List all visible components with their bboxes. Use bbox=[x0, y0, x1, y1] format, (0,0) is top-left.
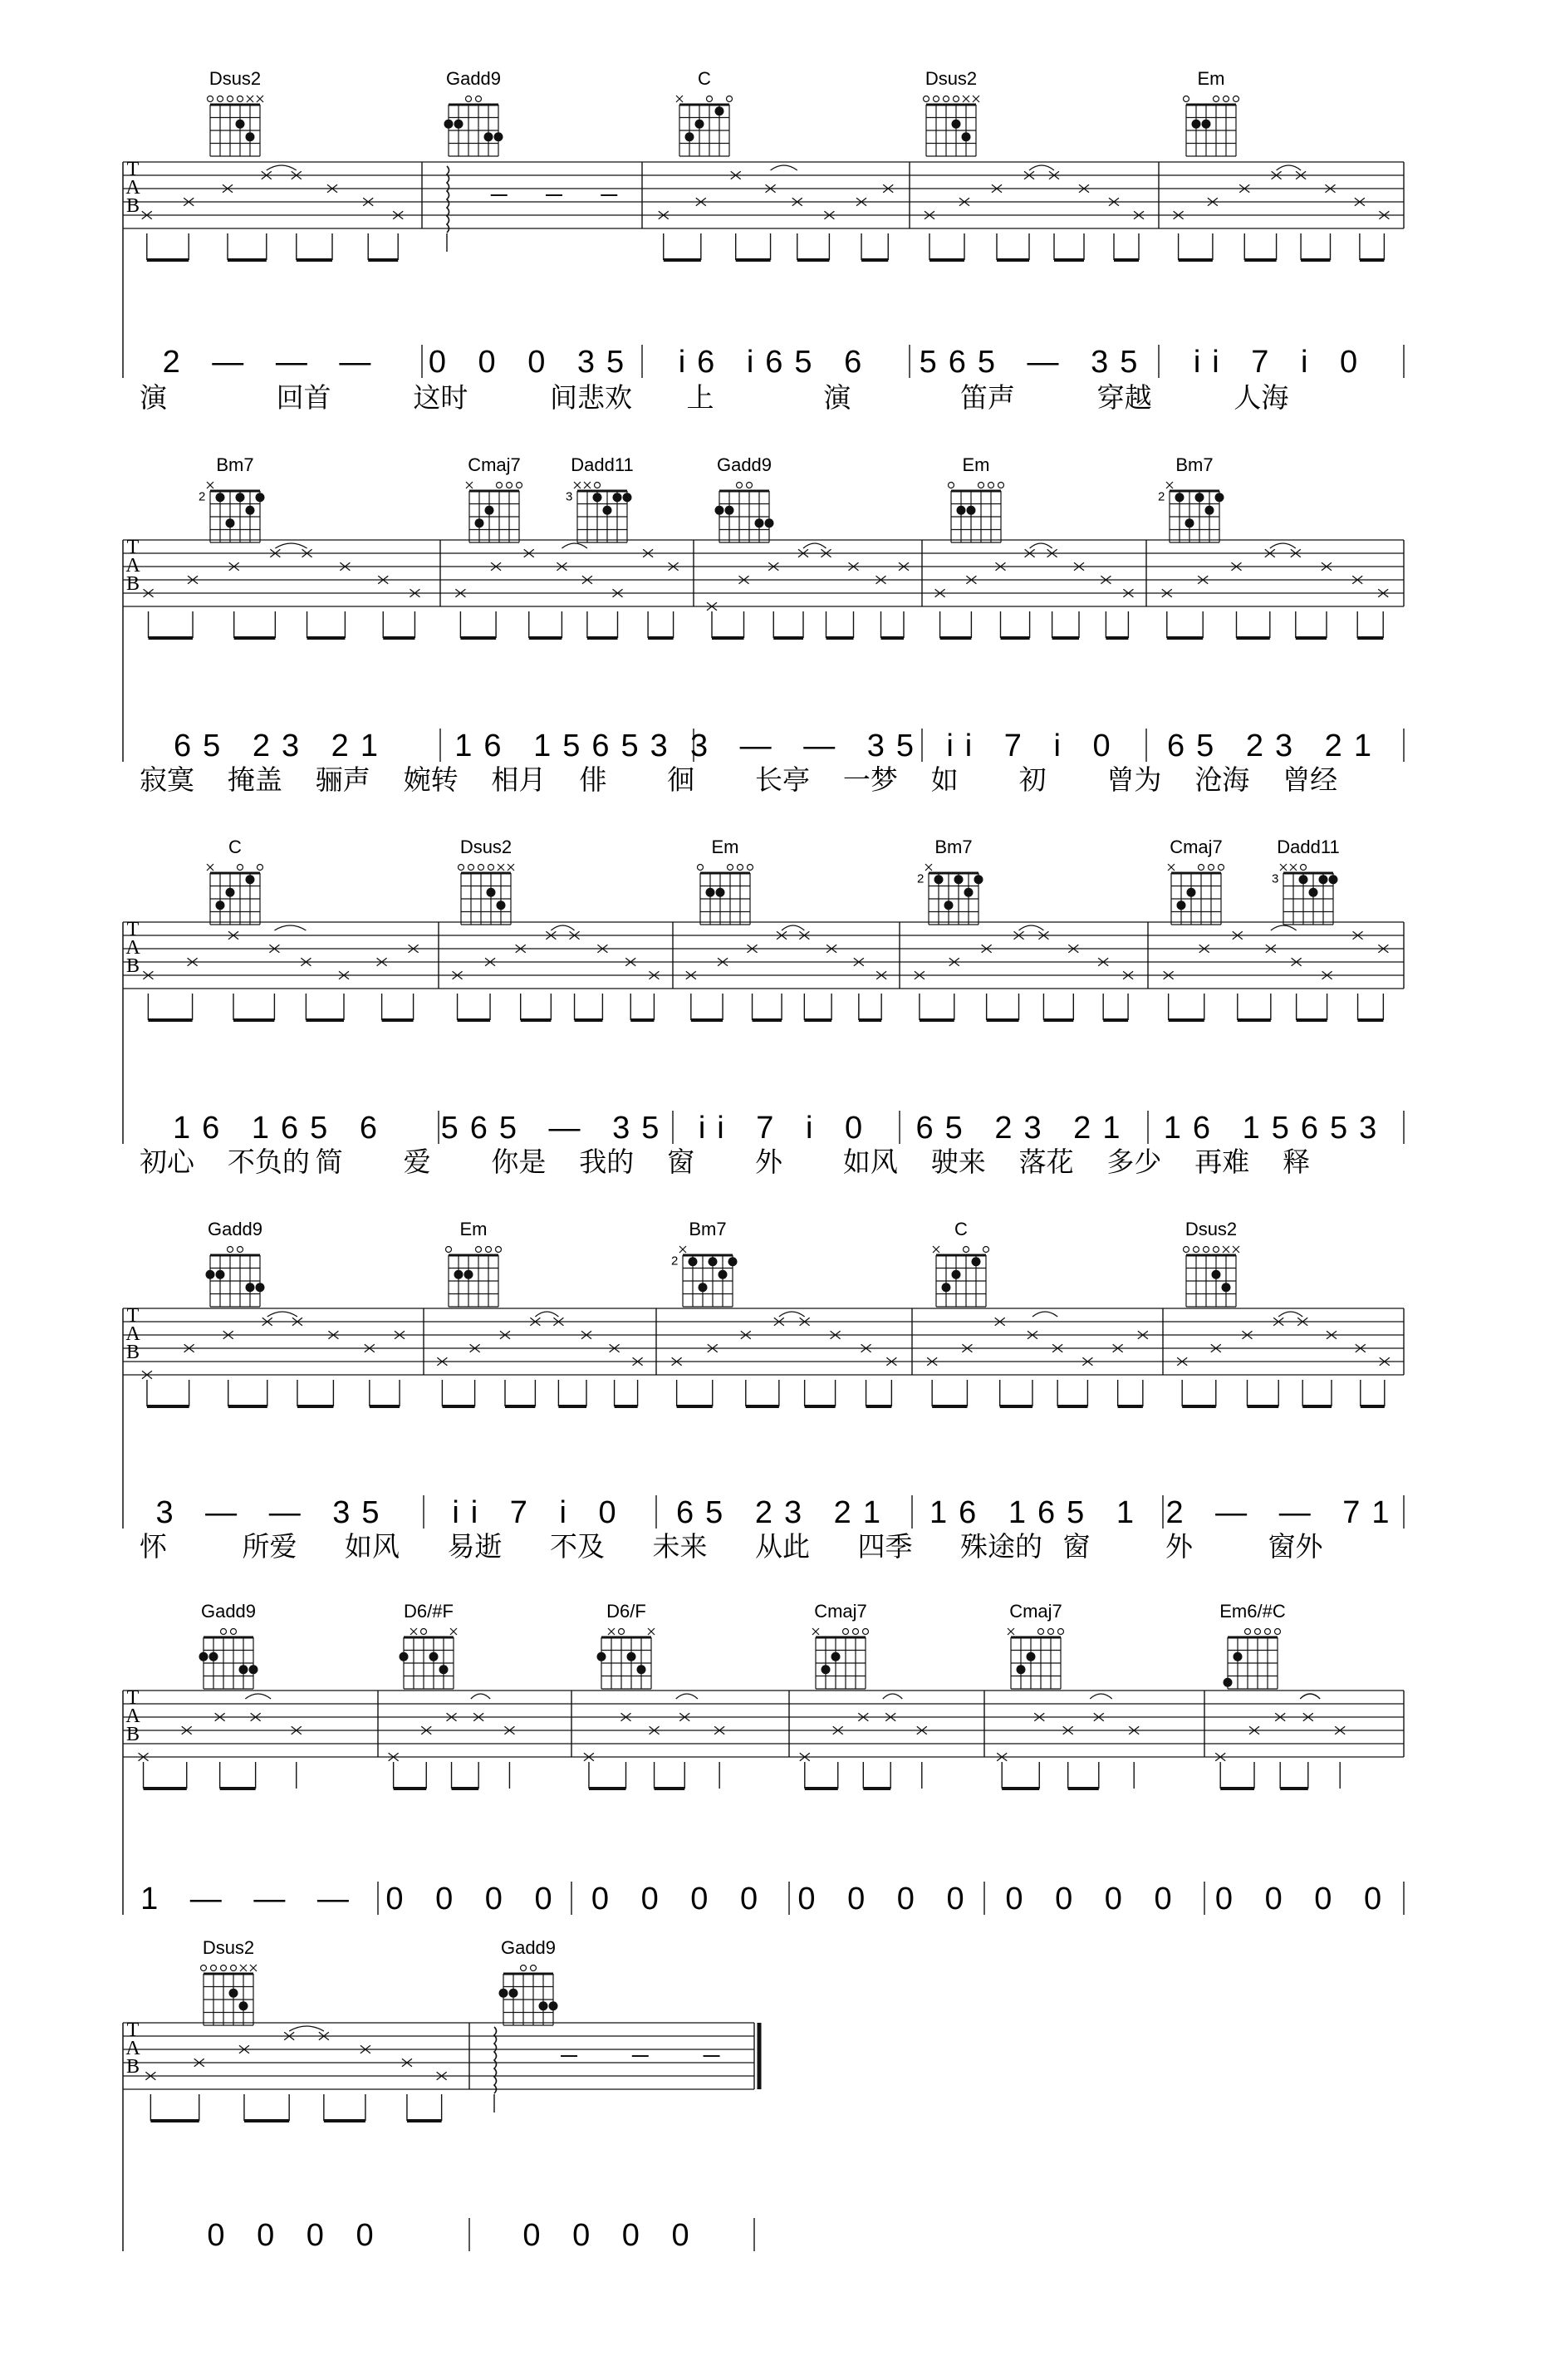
lyric-word: 怀 bbox=[140, 1530, 167, 1563]
lyric-word: 这时 bbox=[413, 381, 468, 414]
lyric-word: 四季 bbox=[857, 1530, 913, 1563]
lyric-word: 穿越 bbox=[1096, 381, 1152, 414]
lyric-word: 间悲欢 bbox=[550, 381, 632, 414]
lyric-word: 窗外 bbox=[1268, 1530, 1323, 1563]
finger-dot bbox=[454, 1270, 464, 1279]
tab-clef-letter: A bbox=[125, 555, 140, 577]
finger-dot bbox=[597, 1652, 606, 1661]
finger-dot bbox=[1299, 875, 1308, 884]
numbered-notes: 1 — — — bbox=[140, 1882, 360, 1916]
chord-name: Em6/#C bbox=[1219, 1601, 1286, 1622]
lyric-word: 不及 bbox=[550, 1530, 605, 1563]
finger-dot bbox=[1212, 1270, 1221, 1279]
numbered-notes: 0 0 0 0 bbox=[797, 1882, 976, 1916]
chord-name: Bm7 bbox=[934, 837, 973, 857]
finger-dot bbox=[1319, 875, 1328, 884]
finger-dot bbox=[509, 1989, 518, 1998]
tab-clef-letter: A bbox=[125, 937, 140, 959]
tab-clef-letter: T bbox=[126, 919, 140, 940]
numbered-notes: 0 0 0 0 bbox=[1005, 1882, 1184, 1916]
tab-clef-letter: B bbox=[125, 195, 140, 217]
numbered-notes: 16 165 1 bbox=[929, 1495, 1145, 1530]
lyric-word: 如 bbox=[930, 763, 959, 796]
finger-dot bbox=[400, 1652, 409, 1661]
lyric-word: 我的 bbox=[579, 1146, 635, 1178]
lyric-word: 曾为 bbox=[1106, 763, 1162, 796]
finger-dot bbox=[1202, 120, 1211, 129]
finger-dot bbox=[755, 518, 764, 528]
finger-dot bbox=[967, 506, 976, 515]
lyric-word: 如风 bbox=[345, 1530, 400, 1563]
lyric-word: 如风 bbox=[842, 1146, 898, 1178]
lyric-word: 外 bbox=[755, 1146, 782, 1178]
finger-dot bbox=[623, 493, 632, 502]
finger-dot bbox=[1215, 493, 1224, 502]
numbered-notes: 2 — — — bbox=[162, 345, 383, 380]
lyric-word: 所爱 bbox=[242, 1530, 297, 1563]
lyric-word: 笛声 bbox=[960, 381, 1015, 414]
numbered-notes: 2 — — 71 bbox=[1165, 1495, 1401, 1530]
lyric-word: 初 bbox=[1018, 763, 1047, 796]
lyric-word: 掩盖 bbox=[227, 763, 282, 796]
lyric-word: 落花 bbox=[1018, 1146, 1074, 1178]
chord-name: Dsus2 bbox=[925, 68, 978, 89]
finger-dot bbox=[539, 2001, 548, 2010]
lyric-word: 演 bbox=[823, 381, 851, 414]
finger-dot bbox=[494, 132, 503, 141]
finger-dot bbox=[962, 132, 971, 141]
chord-name: Bm7 bbox=[1175, 454, 1214, 475]
numbered-notes: ii 7 i 0 bbox=[452, 1495, 628, 1530]
numbered-notes: 3 — — 35 bbox=[689, 729, 926, 763]
finger-dot bbox=[831, 1652, 841, 1661]
tab-clef-letter: T bbox=[126, 1305, 140, 1327]
chord-name: Dsus2 bbox=[1184, 1219, 1238, 1239]
chord-name: Cmaj7 bbox=[814, 1601, 867, 1622]
finger-dot bbox=[716, 888, 725, 897]
tab-clef-letter: B bbox=[125, 1342, 140, 1363]
finger-dot bbox=[689, 1257, 698, 1266]
finger-dot bbox=[216, 900, 225, 910]
lyric-word: 沧海 bbox=[1194, 763, 1250, 796]
finger-dot bbox=[249, 1665, 258, 1674]
lyric-word: 外 bbox=[1165, 1530, 1193, 1563]
finger-dot bbox=[226, 518, 235, 528]
lyric-word: 骊声 bbox=[315, 763, 370, 796]
lyric-word: 你是 bbox=[491, 1146, 547, 1178]
finger-dot bbox=[715, 106, 724, 115]
chord-name: D6/#F bbox=[404, 1601, 454, 1622]
lyric-word: 殊途的 bbox=[960, 1530, 1042, 1563]
finger-dot bbox=[206, 1270, 215, 1279]
finger-dot bbox=[484, 132, 493, 141]
numbered-notes: 16 15653 bbox=[1163, 1111, 1389, 1146]
finger-dot bbox=[944, 900, 954, 910]
chord-name: Cmaj7 bbox=[1009, 1601, 1062, 1622]
numbered-notes: 0 0 0 0 bbox=[591, 1882, 770, 1916]
lyric-word: 驶来 bbox=[930, 1146, 986, 1178]
lyric-word: 简 bbox=[315, 1146, 343, 1178]
finger-dot bbox=[209, 1652, 218, 1661]
finger-dot bbox=[246, 506, 255, 515]
lyric-word: 多少 bbox=[1106, 1146, 1162, 1178]
finger-dot bbox=[464, 1270, 473, 1279]
finger-dot bbox=[613, 493, 622, 502]
lyric-word: 回首 bbox=[276, 381, 331, 414]
numbered-notes: ii 7 i 0 bbox=[698, 1111, 875, 1146]
chord-name: Cmaj7 bbox=[468, 454, 521, 475]
finger-dot bbox=[957, 506, 966, 515]
lyric-word: 寂寞 bbox=[140, 763, 194, 796]
chord-name: Bm7 bbox=[689, 1219, 727, 1239]
numbered-notes: 65 23 21 bbox=[174, 729, 390, 763]
finger-dot bbox=[429, 1652, 439, 1661]
numbered-notes: 16 165 6 bbox=[173, 1111, 389, 1146]
finger-dot bbox=[1192, 120, 1201, 129]
lyric-word: 窗 bbox=[667, 1146, 695, 1178]
numbered-notes: 565 — 35 bbox=[919, 345, 1150, 380]
tab-clef-letter: B bbox=[125, 1724, 140, 1745]
lyric-word: 窗 bbox=[1062, 1530, 1091, 1563]
chord-name: Em bbox=[459, 1219, 488, 1239]
tab-clef-letter: B bbox=[125, 955, 140, 977]
finger-dot bbox=[485, 506, 494, 515]
numbered-notes: 0 0 0 0 bbox=[385, 1882, 564, 1916]
lyric-word: 易逝 bbox=[447, 1530, 503, 1563]
tab-clef-letter: A bbox=[125, 1705, 140, 1727]
finger-dot bbox=[637, 1665, 646, 1674]
chord-name: C bbox=[954, 1219, 968, 1239]
finger-dot bbox=[487, 888, 496, 897]
lyric-word: 人海 bbox=[1234, 381, 1289, 414]
chord-name: Em bbox=[1197, 68, 1225, 89]
finger-dot bbox=[246, 1283, 255, 1292]
chord-name: Em bbox=[962, 454, 990, 475]
fret-number: 3 bbox=[566, 489, 573, 504]
finger-dot bbox=[695, 120, 704, 129]
lyric-word: 演 bbox=[140, 381, 167, 414]
lyric-word: 从此 bbox=[755, 1530, 810, 1563]
finger-dot bbox=[715, 506, 724, 515]
finger-dot bbox=[1309, 888, 1318, 897]
chord-name: Dadd11 bbox=[571, 454, 634, 475]
numbered-notes: 65 23 21 bbox=[915, 1111, 1132, 1146]
tab-clef-letter: T bbox=[126, 2019, 140, 2041]
numbered-notes: 16 15653 bbox=[454, 729, 679, 763]
tab-clef-letter: T bbox=[126, 1687, 140, 1709]
chord-name: Gadd9 bbox=[500, 1937, 557, 1958]
finger-dot bbox=[236, 120, 245, 129]
finger-dot bbox=[627, 1652, 636, 1661]
tab-clef-letter: A bbox=[125, 2038, 140, 2059]
finger-dot bbox=[725, 506, 734, 515]
lyric-word: 一梦 bbox=[842, 763, 898, 796]
finger-dot bbox=[699, 1283, 708, 1292]
lyric-word: 未来 bbox=[652, 1530, 708, 1563]
lyric-word: 相月 bbox=[491, 763, 547, 796]
finger-dot bbox=[226, 888, 235, 897]
finger-dot bbox=[216, 1270, 225, 1279]
finger-dot bbox=[256, 1283, 265, 1292]
lyric-word: 不负的 bbox=[227, 1146, 310, 1178]
finger-dot bbox=[199, 1652, 208, 1661]
lyric-word: 婉转 bbox=[403, 763, 459, 796]
finger-dot bbox=[728, 1257, 738, 1266]
chord-name: Gadd9 bbox=[716, 454, 772, 475]
finger-dot bbox=[549, 2001, 558, 2010]
finger-dot bbox=[954, 875, 964, 884]
finger-dot bbox=[475, 518, 484, 528]
finger-dot bbox=[972, 1257, 981, 1266]
finger-dot bbox=[499, 1989, 508, 1998]
numbered-notes: ii 7 i 0 bbox=[1193, 345, 1370, 380]
chord-name: C bbox=[698, 68, 711, 89]
fret-number: 2 bbox=[671, 1254, 679, 1269]
lyric-word: 曾经 bbox=[1283, 763, 1338, 796]
finger-dot bbox=[236, 493, 245, 502]
finger-dot bbox=[1205, 506, 1214, 515]
chord-name: Dsus2 bbox=[202, 1937, 255, 1958]
tab-clef-letter: A bbox=[125, 1323, 140, 1345]
finger-dot bbox=[1017, 1665, 1026, 1674]
finger-dot bbox=[1027, 1652, 1036, 1661]
numbered-notes: 0 0 0 0 bbox=[1214, 1882, 1394, 1916]
finger-dot bbox=[709, 1257, 718, 1266]
finger-dot bbox=[934, 875, 944, 884]
tab-clef-letter: T bbox=[126, 537, 140, 558]
chord-name: D6/F bbox=[606, 1601, 646, 1622]
chord-name: Gadd9 bbox=[445, 68, 502, 89]
tab-clef-letter: T bbox=[126, 159, 140, 180]
chord-name: Gadd9 bbox=[200, 1601, 257, 1622]
lyric-word: 长亭 bbox=[755, 763, 810, 796]
chord-name: C bbox=[228, 837, 242, 857]
finger-dot bbox=[1224, 1678, 1233, 1687]
finger-dot bbox=[1195, 493, 1204, 502]
numbered-notes: 0 0 0 35 bbox=[428, 345, 636, 380]
finger-dot bbox=[497, 900, 506, 910]
finger-dot bbox=[239, 1665, 248, 1674]
numbered-notes: 0 0 0 0 bbox=[522, 2218, 701, 2253]
chord-name: Dadd11 bbox=[1277, 837, 1340, 857]
fret-number: 3 bbox=[1272, 871, 1279, 886]
finger-dot bbox=[765, 518, 774, 528]
finger-dot bbox=[239, 2001, 248, 2010]
finger-dot bbox=[1234, 1652, 1243, 1661]
finger-dot bbox=[256, 493, 265, 502]
tab-clef-letter: B bbox=[125, 573, 140, 595]
chord-name: Dsus2 bbox=[459, 837, 513, 857]
finger-dot bbox=[1175, 493, 1184, 502]
finger-dot bbox=[942, 1283, 951, 1292]
finger-dot bbox=[822, 1665, 831, 1674]
chord-name: Cmaj7 bbox=[1170, 837, 1223, 857]
fret-number: 2 bbox=[199, 489, 206, 504]
finger-dot bbox=[229, 1989, 238, 1998]
finger-dot bbox=[444, 120, 454, 129]
finger-dot bbox=[1222, 1283, 1231, 1292]
finger-dot bbox=[603, 506, 612, 515]
finger-dot bbox=[454, 120, 464, 129]
lyric-word: 爱 bbox=[403, 1146, 431, 1178]
finger-dot bbox=[246, 875, 255, 884]
finger-dot bbox=[1177, 900, 1186, 910]
numbered-notes: i6 i65 6 bbox=[678, 345, 874, 380]
lyric-word: 上 bbox=[686, 381, 714, 414]
finger-dot bbox=[706, 888, 715, 897]
finger-dot bbox=[1187, 888, 1196, 897]
chord-name: Dsus2 bbox=[208, 68, 262, 89]
numbered-notes: 65 23 21 bbox=[676, 1495, 892, 1530]
lyric-word: 俳 bbox=[579, 763, 607, 796]
lyric-word: 初心 bbox=[140, 1146, 194, 1178]
finger-dot bbox=[685, 132, 694, 141]
chord-name: Gadd9 bbox=[207, 1219, 263, 1239]
fret-number: 2 bbox=[1158, 489, 1165, 504]
tab-clef-letter: A bbox=[125, 177, 140, 199]
lyric-word: 徊 bbox=[667, 763, 695, 796]
finger-dot bbox=[593, 493, 602, 502]
finger-dot bbox=[719, 1270, 728, 1279]
numbered-notes: ii 7 i 0 bbox=[946, 729, 1122, 763]
finger-dot bbox=[952, 120, 961, 129]
chord-name: Em bbox=[711, 837, 739, 857]
finger-dot bbox=[952, 1270, 961, 1279]
numbered-notes: 65 23 21 bbox=[1167, 729, 1383, 763]
lyric-word: 再难 bbox=[1194, 1146, 1250, 1178]
numbered-notes: 3 — — 35 bbox=[155, 1495, 391, 1530]
finger-dot bbox=[974, 875, 983, 884]
tab-clef-letter: B bbox=[125, 2056, 140, 2078]
finger-dot bbox=[216, 493, 225, 502]
finger-dot bbox=[246, 132, 255, 141]
finger-dot bbox=[1185, 518, 1194, 528]
chord-name: Bm7 bbox=[216, 454, 254, 475]
numbered-notes: 565 — 35 bbox=[440, 1111, 671, 1146]
finger-dot bbox=[439, 1665, 449, 1674]
numbered-notes: 0 0 0 0 bbox=[207, 2218, 385, 2253]
finger-dot bbox=[964, 888, 974, 897]
lyric-word: 释 bbox=[1283, 1146, 1311, 1178]
fret-number: 2 bbox=[917, 871, 925, 886]
finger-dot bbox=[1329, 875, 1338, 884]
